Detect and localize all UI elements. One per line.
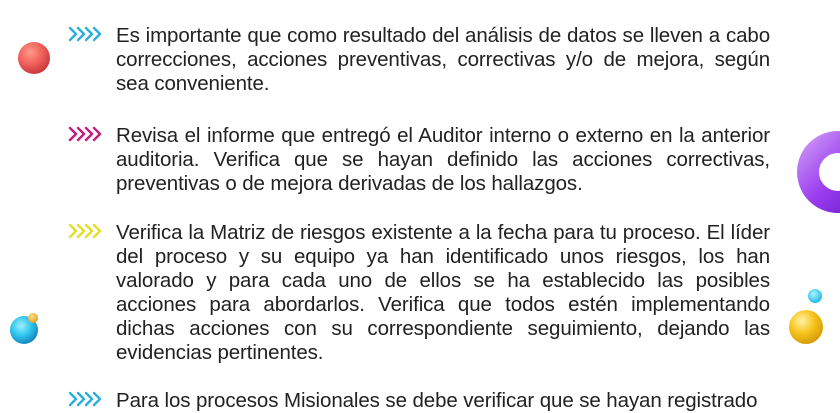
chevron-bullet-icon bbox=[68, 391, 116, 407]
chevron-bullet-icon bbox=[68, 26, 116, 42]
chevron-bullet-icon bbox=[68, 223, 116, 239]
bullet-item-text: Verifica la Matriz de riesgos existente a la fecha para tu proceso. El líder del proceso y su equipo ya han identificado unos riesgos, los han valorado y para cada uno de ellos se ha establecido las posibles acciones para abordarlos. Verifica que todos estén implementando dichas acciones con su correspondiente seguimiento, dejando las evidencias pertinentes. bbox=[116, 221, 770, 364]
red-sphere-icon bbox=[14, 38, 54, 78]
bullet-item-text: Revisa el informe que entregó el Auditor interno o externo en la anterior auditoria. Verifica que se hayan definido las acciones correctivas, preventivas o de mejora derivadas de los hallazgos. bbox=[116, 124, 770, 195]
yellow-sphere-icon bbox=[782, 284, 832, 350]
bullet-item-4 bbox=[68, 389, 770, 413]
bullet-item-text: Para los procesos Misionales se debe verificar que se hayan registrado bbox=[116, 389, 758, 412]
bullet-item-text: Es importante que como resultado del análisis de datos se lleven a cabo correcciones, acciones preventivas, correctivas y/o de mejora, según sea conveniente. bbox=[116, 24, 770, 95]
bullet-item-2 bbox=[68, 124, 770, 196]
purple-ring-icon bbox=[790, 126, 840, 216]
blue-sphere-icon bbox=[6, 306, 46, 350]
bullet-item-1 bbox=[68, 24, 770, 96]
chevron-bullet-icon bbox=[68, 126, 116, 142]
bullet-item-3 bbox=[68, 221, 770, 365]
